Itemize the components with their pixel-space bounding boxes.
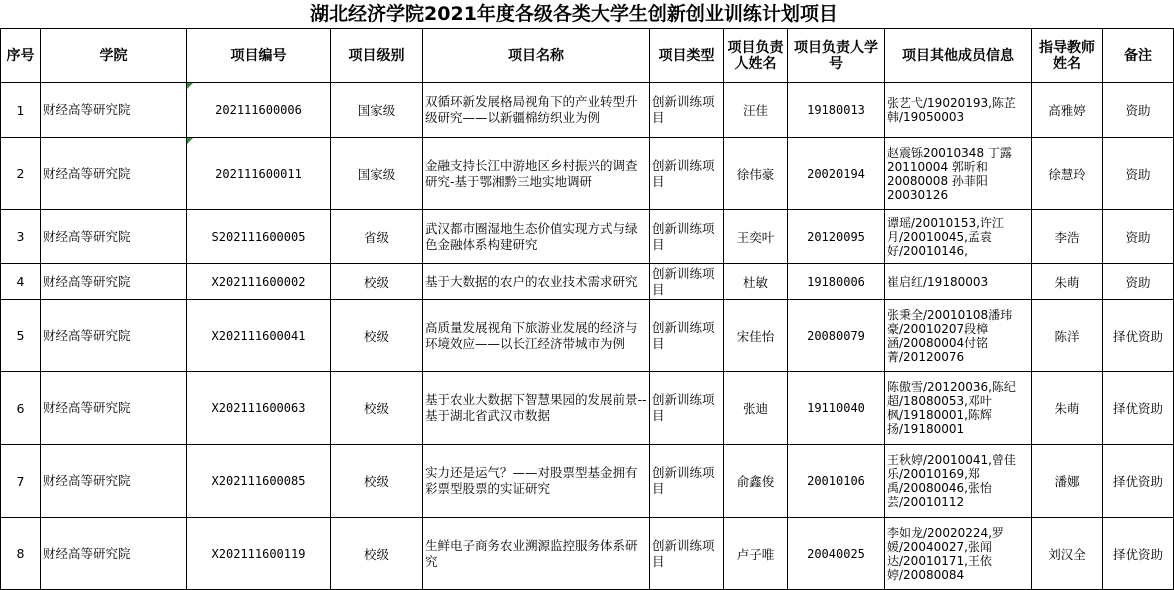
- table-row: [1, 300, 1174, 372]
- header-no[interactable]: 序号: [1, 29, 41, 83]
- cell-note[interactable]: 资助: [1103, 210, 1174, 264]
- code-text: 202111600011: [215, 166, 302, 181]
- cell-leader[interactable]: 徐伟豪: [724, 138, 788, 210]
- cell-no[interactable]: 2: [1, 138, 41, 210]
- cell-code[interactable]: X202111600119: [187, 518, 331, 590]
- cell-code[interactable]: X202111600085: [187, 445, 331, 518]
- cell-project-name[interactable]: 高质量发展视角下旅游业发展的经济与环境效应——以长江经济带城市为例: [423, 300, 650, 372]
- cell-code[interactable]: X202111600002: [187, 264, 331, 300]
- table-row: [1, 518, 1174, 590]
- cell-advisor[interactable]: 陈洋: [1032, 300, 1103, 372]
- cell-type[interactable]: 创新训练项目: [650, 138, 724, 210]
- cell-level[interactable]: 校级: [331, 264, 423, 300]
- header-code[interactable]: 项目编号: [187, 29, 331, 83]
- cell-type[interactable]: 创新训练项目: [650, 264, 724, 300]
- cell-code[interactable]: [187, 83, 331, 138]
- table-row: [1, 445, 1174, 518]
- cell-members[interactable]: 张秉全/20010108潘玮豪/20010207段樟涵/20080004付铭菁/20120076: [885, 300, 1032, 372]
- cell-leader[interactable]: 杜敏: [724, 264, 788, 300]
- table-row: [1, 264, 1174, 300]
- cell-project-name[interactable]: 生鲜电子商务农业溯源监控服务体系研究: [423, 518, 650, 590]
- code-text: 202111600006: [215, 103, 302, 117]
- cell-members[interactable]: 谭瑶/20010153,许江月/20010045,孟袁好/20010146,: [885, 210, 1032, 264]
- cell-college[interactable]: 财经高等研究院: [41, 300, 187, 372]
- cell-code[interactable]: X202111600041: [187, 300, 331, 372]
- cell-note[interactable]: 资助: [1103, 138, 1174, 210]
- cell-members[interactable]: 崔启红/19180003: [885, 264, 1032, 300]
- cell-leader-id[interactable]: 19180013: [788, 83, 885, 138]
- project-table: [0, 28, 1174, 590]
- cell-leader[interactable]: 张迪: [724, 372, 788, 445]
- header-members[interactable]: 项目其他成员信息: [885, 29, 1032, 83]
- header-college[interactable]: 学院: [41, 29, 187, 83]
- cell-level[interactable]: 校级: [331, 372, 423, 445]
- cell-college[interactable]: 财经高等研究院: [41, 372, 187, 445]
- cell-college[interactable]: 财经高等研究院: [41, 210, 187, 264]
- cell-type[interactable]: 创新训练项目: [650, 83, 724, 138]
- header-leader-id[interactable]: 项目负责人学号: [788, 29, 885, 83]
- header-type[interactable]: 项目类型: [650, 29, 724, 83]
- header-note[interactable]: 备注: [1103, 29, 1174, 83]
- cell-leader-id[interactable]: 20040025: [788, 518, 885, 590]
- cell-leader[interactable]: 汪佳: [724, 83, 788, 138]
- cell-advisor[interactable]: 徐慧玲: [1032, 138, 1103, 210]
- cell-college[interactable]: 财经高等研究院: [41, 138, 187, 210]
- cell-note[interactable]: 择优资助: [1103, 445, 1174, 518]
- cell-no[interactable]: 5: [1, 300, 41, 372]
- cell-college[interactable]: 财经高等研究院: [41, 518, 187, 590]
- cell-members[interactable]: 张艺弋/19020193,陈芷韩/19050003: [885, 83, 1032, 138]
- cell-no[interactable]: 1: [1, 83, 41, 138]
- cell-note[interactable]: 资助: [1103, 264, 1174, 300]
- cell-advisor[interactable]: 潘娜: [1032, 445, 1103, 518]
- cell-project-name[interactable]: 金融支持长江中游地区乡村振兴的调查研究-基于鄂湘黔三地实地调研: [423, 138, 650, 210]
- comment-flag-icon: [187, 138, 193, 144]
- table-row: [1, 138, 1174, 210]
- cell-members[interactable]: 王秋婷/20010041,曾佳乐/20010169,郑禹/20080046,张怡芸/20010112: [885, 445, 1032, 518]
- cell-members[interactable]: 李如龙/20020224,罗媛/20040027,张闻达/20010171,王依婷/20080084: [885, 518, 1032, 590]
- cell-leader[interactable]: 王奕叶: [724, 210, 788, 264]
- cell-level[interactable]: 校级: [331, 445, 423, 518]
- cell-level[interactable]: 校级: [331, 300, 423, 372]
- cell-college[interactable]: 财经高等研究院: [41, 445, 187, 518]
- cell-leader-id[interactable]: 20080079: [788, 300, 885, 372]
- cell-advisor[interactable]: 李浩: [1032, 210, 1103, 264]
- cell-leader[interactable]: 卢子唯: [724, 518, 788, 590]
- cell-advisor[interactable]: 高雅婷: [1032, 83, 1103, 138]
- header-level[interactable]: 项目级别: [331, 29, 423, 83]
- cell-level[interactable]: 校级: [331, 518, 423, 590]
- cell-note[interactable]: 择优资助: [1103, 518, 1174, 590]
- cell-advisor[interactable]: 朱萌: [1032, 264, 1103, 300]
- cell-level[interactable]: 国家级: [331, 138, 423, 210]
- cell-no[interactable]: 6: [1, 372, 41, 445]
- cell-leader-id[interactable]: 20120095: [788, 210, 885, 264]
- header-advisor[interactable]: 指导教师姓名: [1032, 29, 1103, 83]
- cell-no[interactable]: 4: [1, 264, 41, 300]
- sheet-title: 湖北经济学院2021年度各级各类大学生创新创业训练计划项目: [310, 3, 838, 25]
- cell-members[interactable]: 赵震铄20010348 丁露20110004 郭昕和20080008 孙菲阳20030126: [885, 138, 1032, 210]
- cell-note[interactable]: 择优资助: [1103, 300, 1174, 372]
- header-row: [1, 29, 1174, 83]
- cell-level[interactable]: 省级: [331, 210, 423, 264]
- cell-project-name[interactable]: 武汉都市圈湿地生态价值实现方式与绿色金融体系构建研究: [423, 210, 650, 264]
- cell-leader[interactable]: 俞鑫俊: [724, 445, 788, 518]
- table-row: [1, 83, 1174, 138]
- cell-college[interactable]: 财经高等研究院: [41, 264, 187, 300]
- cell-project-name[interactable]: 双循环新发展格局视角下的产业转型升级研究——以新疆棉纺织业为例: [423, 83, 650, 138]
- cell-project-name[interactable]: 实力还是运气？——对股票型基金拥有彩票型股票的实证研究: [423, 445, 650, 518]
- cell-no[interactable]: 7: [1, 445, 41, 518]
- cell-leader-id[interactable]: 20020194: [788, 138, 885, 210]
- header-leader[interactable]: 项目负责人姓名: [724, 29, 788, 83]
- header-project-name[interactable]: 项目名称: [423, 29, 650, 83]
- cell-code[interactable]: S202111600005: [187, 210, 331, 264]
- cell-leader[interactable]: 宋佳怡: [724, 300, 788, 372]
- cell-no[interactable]: 3: [1, 210, 41, 264]
- cell-no[interactable]: 8: [1, 518, 41, 590]
- cell-leader-id[interactable]: 19180006: [788, 264, 885, 300]
- cell-project-name[interactable]: 基于农业大数据下智慧果园的发展前景--基于湖北省武汉市数据: [423, 372, 650, 445]
- cell-type[interactable]: 创新训练项目: [650, 518, 724, 590]
- cell-leader-id[interactable]: 20010106: [788, 445, 885, 518]
- cell-note[interactable]: 择优资助: [1103, 372, 1174, 445]
- cell-type[interactable]: 创新训练项目: [650, 210, 724, 264]
- cell-leader-id[interactable]: 19110040: [788, 372, 885, 445]
- cell-advisor[interactable]: 朱萌: [1032, 372, 1103, 445]
- cell-type[interactable]: 创新训练项目: [650, 300, 724, 372]
- cell-note[interactable]: 资助: [1103, 83, 1174, 138]
- cell-level[interactable]: 国家级: [331, 83, 423, 138]
- cell-type[interactable]: 创新训练项目: [650, 445, 724, 518]
- cell-advisor[interactable]: 刘汉全: [1032, 518, 1103, 590]
- cell-college[interactable]: 财经高等研究院: [41, 83, 187, 138]
- cell-members[interactable]: 陈傲雪/20120036,陈纪超/18080053,邓叶枫/19180001,陈辉扬/19180001: [885, 372, 1032, 445]
- table-row: [1, 372, 1174, 445]
- cell-type[interactable]: 创新训练项目: [650, 372, 724, 445]
- cell-code[interactable]: [187, 138, 331, 210]
- cell-code[interactable]: X202111600063: [187, 372, 331, 445]
- cell-project-name[interactable]: 基于大数据的农户的农业技术需求研究: [423, 264, 650, 300]
- comment-flag-icon: [187, 83, 193, 89]
- table-row: [1, 210, 1174, 264]
